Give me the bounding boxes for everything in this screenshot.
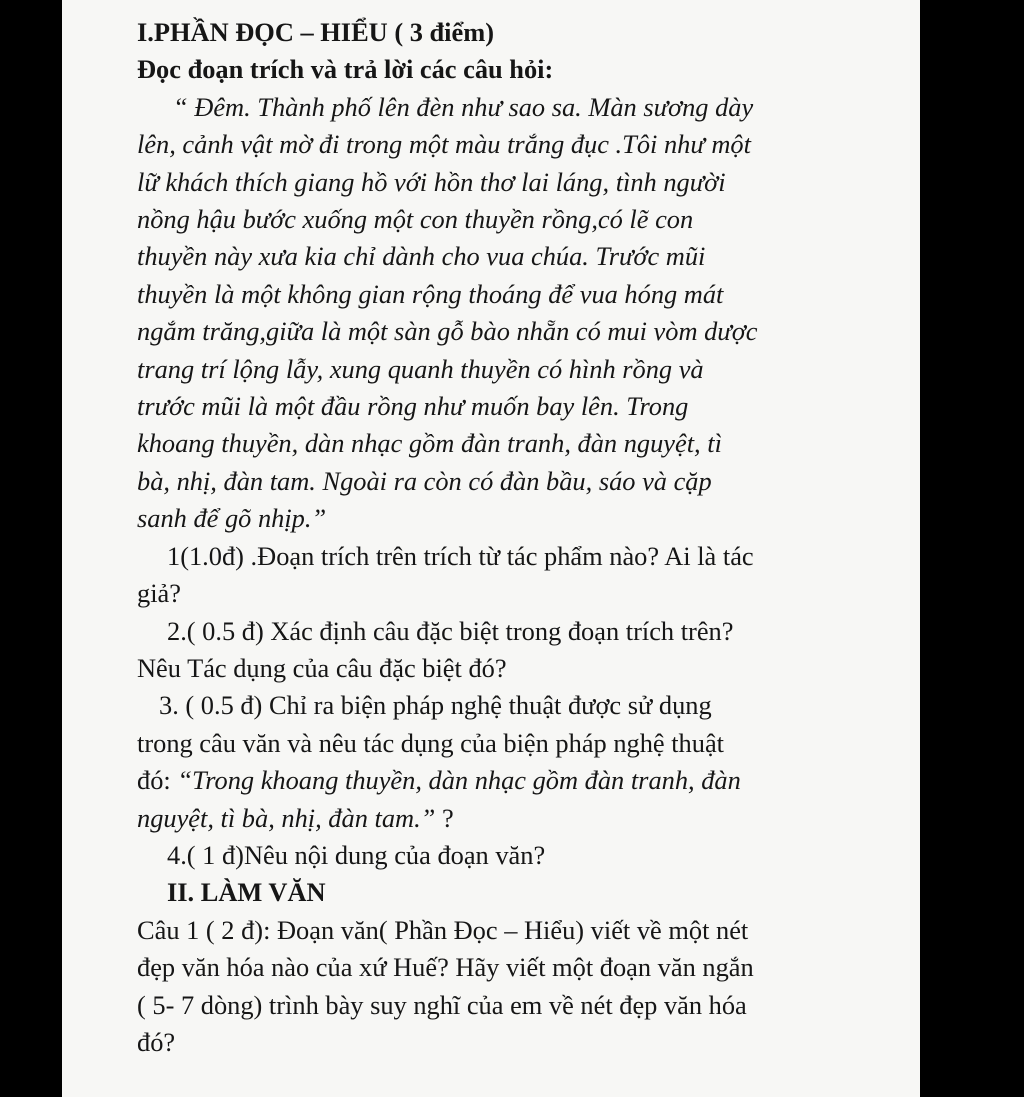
part2-title: II. LÀM VĂN [167, 877, 326, 908]
question-2 [137, 613, 907, 688]
question-line: 1(1.0đ) .Đoạn trích trên trích từ tác phẩm nào? Ai là tác [167, 540, 754, 571]
question-line: đó? [137, 1026, 176, 1057]
question-line [137, 762, 907, 799]
passage-line: nồng hậu bước xuống một con thuyền rồng,có lẽ con [137, 204, 694, 235]
quoted-sentence: nguyệt, tì bà, nhị, đàn tam.” [137, 802, 436, 833]
question-3 [137, 687, 907, 837]
question-line: 3. ( 0.5 đ) Chỉ ra biện pháp nghệ thuật được sử dụng [159, 690, 712, 721]
part1-title: I.PHẦN ĐỌC – HIỂU ( 3 điểm) [137, 17, 494, 47]
passage-line: thuyền là một không gian rộng thoáng để vua hóng mát [137, 278, 724, 309]
question-text: ? [435, 802, 454, 833]
question-line: Nêu Tác dụng của câu đặc biệt đó? [137, 652, 507, 683]
passage-line: ngắm trăng,giữa là một sàn gỗ bào nhẵn có mui vòm dược [137, 316, 758, 347]
question-4: 4.( 1 đ)Nêu nội dung của đoạn văn? [167, 839, 546, 870]
question-line: giả? [137, 578, 181, 609]
passage-line: thuyền này xưa kia chỉ dành cho vua chúa. Trước mũi [137, 241, 706, 272]
question-line: ( 5- 7 dòng) trình bày suy nghĩ của em về nét đẹp văn hóa [137, 989, 747, 1020]
quoted-sentence: “Trong khoang thuyền, dàn nhạc gồm đàn tranh, đàn [177, 765, 741, 796]
question-line: đẹp văn hóa nào của xứ Huế? Hãy viết một đoạn văn ngắn [137, 952, 754, 983]
question-1 [137, 538, 907, 613]
passage-line: trước mũi là một đầu rồng như muốn bay lên. Trong [137, 391, 689, 422]
question-line [137, 800, 907, 837]
passage-line: khoang thuyền, dàn nhạc gồm đàn tranh, đàn nguyệt, tì [137, 428, 722, 459]
document-content [137, 14, 907, 1061]
passage-line: lữ khách thích giang hồ với hồn thơ lai láng, tình người [137, 166, 726, 197]
part1-instruction: Đọc đoạn trích và trả lời các câu hỏi: [137, 54, 554, 85]
question-text: đó: [137, 765, 178, 796]
question-line: Câu 1 ( 2 đ): Đoạn văn( Phần Đọc – Hiểu) viết về một nét [137, 914, 749, 945]
question-line: trong câu văn và nêu tác dụng của biện pháp nghệ thuật [137, 727, 724, 758]
passage-line: lên, cảnh vật mờ đi trong một màu trắng đục .Tôi như một [137, 129, 751, 160]
document-page [62, 0, 920, 1097]
passage [137, 89, 907, 538]
essay-question-1 [137, 912, 907, 1062]
passage-line: trang trí lộng lẫy, xung quanh thuyền có hình rồng và [137, 353, 704, 384]
question-line: 2.( 0.5 đ) Xác định câu đặc biệt trong đoạn trích trên? [167, 615, 734, 646]
passage-line: sanh để gõ nhịp.” [137, 503, 327, 534]
passage-line: bà, nhị, đàn tam. Ngoài ra còn có đàn bầu, sáo và cặp [137, 465, 712, 496]
passage-line: “ Đêm. Thành phố lên đèn như sao sa. Màn sương dày [173, 91, 754, 122]
